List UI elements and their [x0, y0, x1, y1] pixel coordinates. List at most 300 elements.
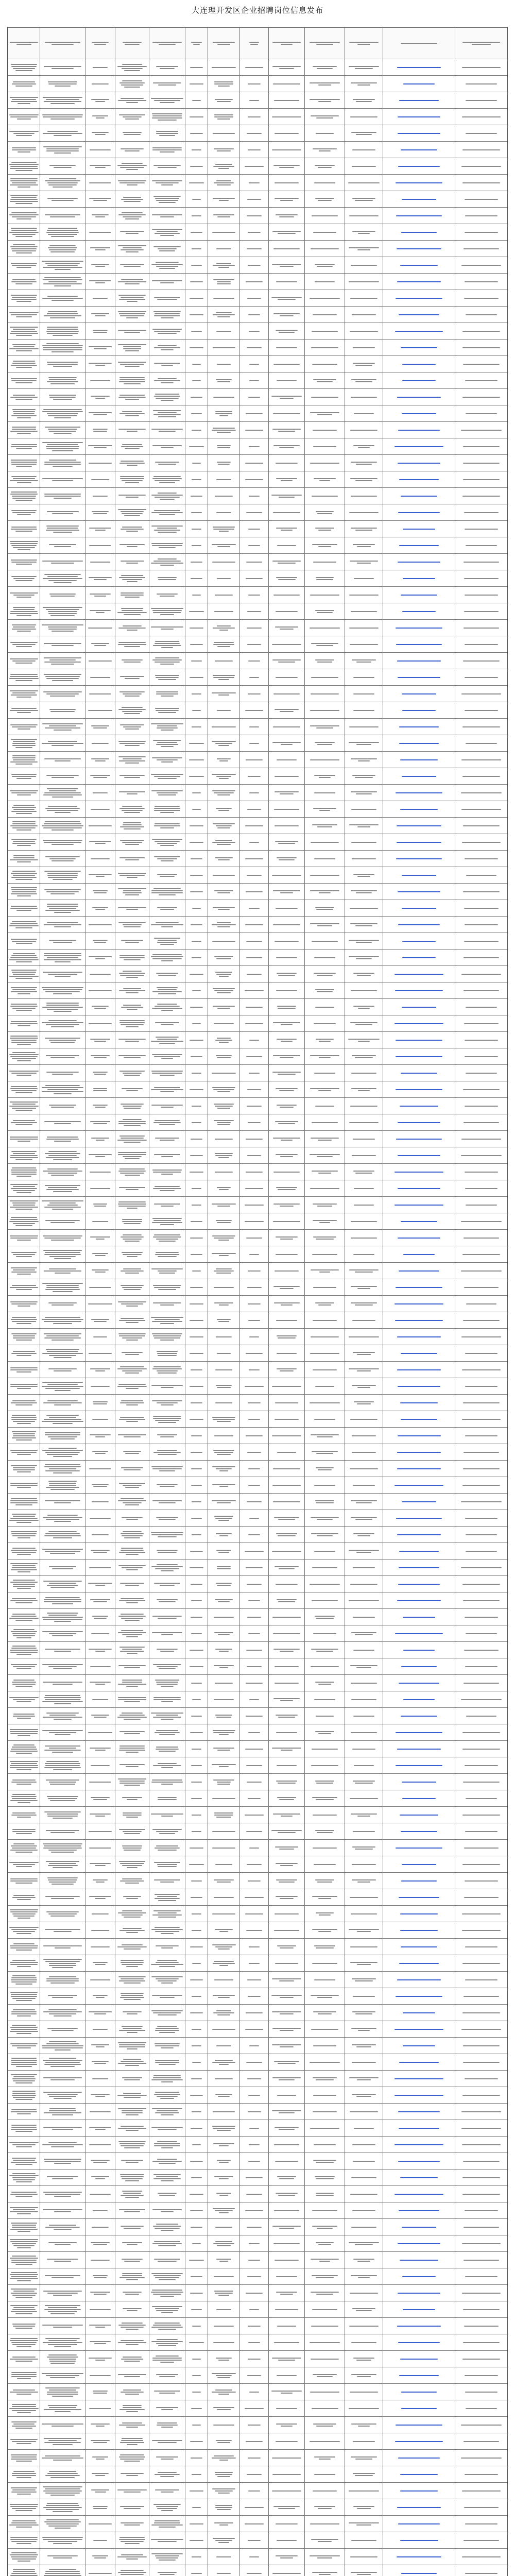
- email-cell[interactable]: [383, 768, 455, 785]
- email-cell[interactable]: [383, 818, 455, 834]
- table-cell: [208, 1873, 240, 1889]
- email-cell[interactable]: [383, 1494, 455, 1510]
- table-cell: [455, 455, 508, 471]
- email-cell[interactable]: [383, 554, 455, 570]
- email-cell[interactable]: [383, 1840, 455, 1856]
- email-cell[interactable]: [383, 142, 455, 158]
- email-cell[interactable]: [383, 2170, 455, 2186]
- table-cell: [269, 1444, 305, 1461]
- table-cell: [240, 1972, 269, 1988]
- table-cell: [149, 1246, 185, 1263]
- email-cell[interactable]: [383, 1279, 455, 1296]
- table-cell: [240, 735, 269, 752]
- email-cell[interactable]: [383, 488, 455, 504]
- email-cell[interactable]: [383, 2219, 455, 2235]
- column-header: [455, 28, 508, 59]
- email-cell[interactable]: [383, 2351, 455, 2367]
- table-cell: [240, 785, 269, 801]
- table-cell: [115, 372, 149, 389]
- table-cell: [240, 1411, 269, 1428]
- email-cell[interactable]: [383, 1708, 455, 1724]
- email-cell[interactable]: [383, 1081, 455, 1098]
- email-cell[interactable]: [383, 785, 455, 801]
- table-cell: [240, 274, 269, 290]
- table-cell: [185, 1972, 208, 1988]
- email-cell[interactable]: [383, 1510, 455, 1527]
- email-cell[interactable]: [383, 801, 455, 818]
- table-cell: [40, 587, 85, 603]
- email-cell[interactable]: [383, 1873, 455, 1889]
- email-cell[interactable]: [383, 307, 455, 323]
- table-cell: [115, 1543, 149, 1560]
- email-cell[interactable]: [383, 1065, 455, 1081]
- email-cell[interactable]: [383, 1131, 455, 1147]
- email-cell[interactable]: [383, 1972, 455, 1988]
- email-cell[interactable]: [383, 1461, 455, 1477]
- email-cell[interactable]: [383, 257, 455, 274]
- table-cell: [115, 2268, 149, 2285]
- table-cell: [345, 1197, 383, 1213]
- email-cell[interactable]: [383, 702, 455, 719]
- table-cell: [8, 999, 40, 1015]
- email-cell[interactable]: [383, 356, 455, 372]
- table-row: [8, 752, 508, 768]
- email-cell[interactable]: [383, 1180, 455, 1197]
- email-cell[interactable]: [383, 405, 455, 422]
- table-cell: [305, 1032, 345, 1048]
- email-cell[interactable]: [383, 1197, 455, 1213]
- email-cell[interactable]: [383, 521, 455, 537]
- table-cell: [185, 142, 208, 158]
- email-cell[interactable]: [383, 1741, 455, 1757]
- email-cell[interactable]: [383, 2565, 455, 2576]
- table-cell: [115, 1131, 149, 1147]
- table-cell: [345, 109, 383, 125]
- table-cell: [115, 471, 149, 488]
- table-cell: [240, 2071, 269, 2087]
- table-cell: [240, 1114, 269, 1131]
- table-cell: [345, 274, 383, 290]
- table-cell: [269, 2235, 305, 2252]
- email-cell[interactable]: [383, 2450, 455, 2466]
- email-cell[interactable]: [383, 2417, 455, 2433]
- table-cell: [185, 1823, 208, 1840]
- table-cell: [115, 2071, 149, 2087]
- table-cell: [269, 405, 305, 422]
- email-cell[interactable]: [383, 1856, 455, 1873]
- email-cell[interactable]: [383, 340, 455, 356]
- email-cell[interactable]: [383, 92, 455, 109]
- table-cell: [455, 1048, 508, 1065]
- email-cell[interactable]: [383, 2021, 455, 2038]
- table-cell: [40, 2219, 85, 2235]
- table-cell: [208, 2433, 240, 2450]
- table-cell: [115, 2516, 149, 2532]
- email-cell[interactable]: [383, 1213, 455, 1230]
- email-cell[interactable]: [383, 224, 455, 241]
- email-cell[interactable]: [383, 2532, 455, 2549]
- email-cell[interactable]: [383, 620, 455, 636]
- table-row: [8, 768, 508, 785]
- email-cell[interactable]: [383, 1576, 455, 1592]
- email-cell[interactable]: [383, 2005, 455, 2021]
- table-cell: [149, 2466, 185, 2483]
- email-cell[interactable]: [383, 2285, 455, 2301]
- email-cell[interactable]: [383, 471, 455, 488]
- email-cell[interactable]: [383, 2054, 455, 2071]
- table-cell: [40, 224, 85, 241]
- table-cell: [208, 422, 240, 438]
- email-cell[interactable]: [383, 1114, 455, 1131]
- table-cell: [185, 603, 208, 620]
- table-cell: [8, 752, 40, 768]
- table-cell: [208, 1461, 240, 1477]
- table-cell: [40, 1494, 85, 1510]
- table-cell: [185, 1494, 208, 1510]
- table-cell: [40, 818, 85, 834]
- email-cell[interactable]: [383, 752, 455, 768]
- email-cell[interactable]: [383, 669, 455, 686]
- table-cell: [240, 1147, 269, 1164]
- table-cell: [345, 1081, 383, 1098]
- table-cell: [115, 884, 149, 900]
- email-cell[interactable]: [383, 1774, 455, 1790]
- table-cell: [345, 2549, 383, 2565]
- email-cell[interactable]: [383, 1329, 455, 1345]
- table-cell: [149, 719, 185, 735]
- email-cell[interactable]: [383, 2516, 455, 2532]
- table-cell: [149, 1625, 185, 1642]
- email-cell[interactable]: [383, 1625, 455, 1642]
- email-cell[interactable]: [383, 175, 455, 191]
- table-cell: [115, 290, 149, 307]
- column-header: [8, 28, 40, 59]
- table-cell: [149, 521, 185, 537]
- email-cell[interactable]: [383, 2071, 455, 2087]
- email-cell[interactable]: [383, 653, 455, 669]
- email-cell[interactable]: [383, 2202, 455, 2219]
- email-cell[interactable]: [383, 109, 455, 125]
- email-cell[interactable]: [383, 1675, 455, 1691]
- email-cell[interactable]: [383, 2235, 455, 2252]
- email-cell[interactable]: [383, 1048, 455, 1065]
- table-cell: [8, 2565, 40, 2576]
- email-cell[interactable]: [383, 1790, 455, 1807]
- table-cell: [305, 2021, 345, 2038]
- table-cell: [305, 504, 345, 521]
- email-cell[interactable]: [383, 438, 455, 455]
- email-cell[interactable]: [383, 933, 455, 950]
- email-cell[interactable]: [383, 323, 455, 340]
- email-cell[interactable]: [383, 2301, 455, 2318]
- table-cell: [40, 471, 85, 488]
- email-cell[interactable]: [383, 1246, 455, 1263]
- table-cell: [305, 323, 345, 340]
- email-cell[interactable]: [383, 1939, 455, 1955]
- email-cell[interactable]: [383, 504, 455, 521]
- table-cell: [8, 1856, 40, 1873]
- email-cell[interactable]: [383, 158, 455, 175]
- email-cell[interactable]: [383, 76, 455, 92]
- table-cell: [115, 2137, 149, 2153]
- email-cell[interactable]: [383, 1411, 455, 1428]
- email-cell[interactable]: [383, 851, 455, 867]
- email-cell[interactable]: [383, 1015, 455, 1032]
- email-cell[interactable]: [383, 1032, 455, 1048]
- email-cell[interactable]: [383, 884, 455, 900]
- email-cell[interactable]: [383, 950, 455, 966]
- table-cell: [305, 537, 345, 554]
- table-cell: [185, 224, 208, 241]
- email-cell[interactable]: [383, 1691, 455, 1708]
- table-cell: [240, 175, 269, 191]
- email-cell[interactable]: [383, 982, 455, 999]
- email-cell[interactable]: [383, 422, 455, 438]
- table-row: [8, 2038, 508, 2054]
- table-cell: [345, 2433, 383, 2450]
- table-cell: [8, 1658, 40, 1675]
- email-cell[interactable]: [383, 1296, 455, 1312]
- table-cell: [8, 290, 40, 307]
- email-cell[interactable]: [383, 1147, 455, 1164]
- table-cell: [305, 422, 345, 438]
- email-cell[interactable]: [383, 2400, 455, 2417]
- table-cell: [345, 2104, 383, 2120]
- table-row: [8, 340, 508, 356]
- table-row: [8, 175, 508, 191]
- email-cell[interactable]: [383, 191, 455, 208]
- table-cell: [455, 274, 508, 290]
- email-cell[interactable]: [383, 999, 455, 1015]
- table-cell: [185, 2285, 208, 2301]
- table-cell: [345, 1560, 383, 1576]
- table-cell: [269, 587, 305, 603]
- table-cell: [8, 2516, 40, 2532]
- table-row: [8, 158, 508, 175]
- email-cell[interactable]: [383, 1906, 455, 1922]
- table-cell: [85, 356, 115, 372]
- email-cell[interactable]: [383, 1098, 455, 1114]
- table-cell: [115, 2219, 149, 2235]
- table-cell: [185, 2104, 208, 2120]
- email-cell[interactable]: [383, 537, 455, 554]
- table-cell: [40, 702, 85, 719]
- table-cell: [85, 1015, 115, 1032]
- email-cell[interactable]: [383, 1642, 455, 1658]
- table-cell: [40, 2384, 85, 2400]
- column-header: [185, 28, 208, 59]
- email-cell[interactable]: [383, 2104, 455, 2120]
- table-row: [8, 1988, 508, 2005]
- table-cell: [269, 1708, 305, 1724]
- email-cell[interactable]: [383, 1757, 455, 1774]
- table-cell: [269, 1197, 305, 1213]
- email-cell[interactable]: [383, 2499, 455, 2516]
- table-cell: [8, 471, 40, 488]
- table-cell: [115, 900, 149, 917]
- column-header: [269, 28, 305, 59]
- table-cell: [40, 1625, 85, 1642]
- email-cell[interactable]: [383, 2433, 455, 2450]
- table-cell: [455, 2384, 508, 2400]
- table-cell: [208, 1906, 240, 1922]
- email-cell[interactable]: [383, 2367, 455, 2384]
- email-cell[interactable]: [383, 1592, 455, 1609]
- email-cell[interactable]: [383, 2137, 455, 2153]
- table-cell: [149, 2186, 185, 2202]
- email-cell[interactable]: [383, 2186, 455, 2202]
- table-cell: [85, 950, 115, 966]
- table-cell: [240, 1444, 269, 1461]
- table-cell: [455, 2268, 508, 2285]
- email-cell[interactable]: [383, 2318, 455, 2334]
- email-cell[interactable]: [383, 2252, 455, 2268]
- email-cell[interactable]: [383, 570, 455, 587]
- job-table-container[interactable]: [7, 27, 508, 2576]
- email-cell[interactable]: [383, 59, 455, 76]
- table-cell: [455, 257, 508, 274]
- email-cell[interactable]: [383, 719, 455, 735]
- email-cell[interactable]: [383, 1345, 455, 1362]
- email-cell[interactable]: [383, 372, 455, 389]
- table-cell: [115, 422, 149, 438]
- table-cell: [149, 1560, 185, 1576]
- email-cell[interactable]: [383, 2087, 455, 2104]
- email-cell[interactable]: [383, 1362, 455, 1378]
- email-cell[interactable]: [383, 1609, 455, 1625]
- email-cell[interactable]: [383, 2384, 455, 2400]
- table-cell: [85, 1329, 115, 1345]
- email-cell[interactable]: [383, 966, 455, 982]
- table-cell: [85, 1708, 115, 1724]
- table-row: [8, 587, 508, 603]
- email-cell[interactable]: [383, 1560, 455, 1576]
- table-cell: [345, 471, 383, 488]
- email-cell[interactable]: [383, 455, 455, 471]
- table-cell: [305, 2532, 345, 2549]
- table-cell: [305, 1642, 345, 1658]
- email-cell[interactable]: [383, 1444, 455, 1461]
- table-row: [8, 1527, 508, 1543]
- table-cell: [240, 1840, 269, 1856]
- email-cell[interactable]: [383, 1395, 455, 1411]
- email-cell[interactable]: [383, 1230, 455, 1246]
- email-cell[interactable]: [383, 1988, 455, 2005]
- email-cell[interactable]: [383, 603, 455, 620]
- email-cell[interactable]: [383, 2334, 455, 2351]
- email-cell[interactable]: [383, 1477, 455, 1494]
- email-cell[interactable]: [383, 2120, 455, 2137]
- email-cell[interactable]: [383, 389, 455, 405]
- email-cell[interactable]: [383, 241, 455, 257]
- table-cell: [8, 1889, 40, 1906]
- email-cell[interactable]: [383, 1955, 455, 1972]
- email-cell[interactable]: [383, 1922, 455, 1939]
- email-cell[interactable]: [383, 274, 455, 290]
- table-cell: [115, 537, 149, 554]
- table-cell: [240, 2483, 269, 2499]
- table-row: [8, 2021, 508, 2038]
- table-cell: [40, 851, 85, 867]
- email-cell[interactable]: [383, 1543, 455, 1560]
- email-cell[interactable]: [383, 125, 455, 142]
- table-cell: [115, 274, 149, 290]
- table-cell: [85, 372, 115, 389]
- table-cell: [208, 752, 240, 768]
- table-cell: [8, 1411, 40, 1428]
- table-cell: [269, 2087, 305, 2104]
- table-cell: [269, 1494, 305, 1510]
- table-cell: [208, 570, 240, 587]
- email-cell[interactable]: [383, 834, 455, 851]
- column-header: [240, 28, 269, 59]
- email-cell[interactable]: [383, 1312, 455, 1329]
- email-cell[interactable]: [383, 2153, 455, 2170]
- table-cell: [8, 2120, 40, 2137]
- table-cell: [149, 92, 185, 109]
- table-cell: [40, 323, 85, 340]
- column-header: [208, 28, 240, 59]
- email-cell[interactable]: [383, 1428, 455, 1444]
- email-cell[interactable]: [383, 1807, 455, 1823]
- table-cell: [115, 587, 149, 603]
- email-cell[interactable]: [383, 636, 455, 653]
- email-cell[interactable]: [383, 900, 455, 917]
- email-cell[interactable]: [383, 867, 455, 884]
- table-cell: [240, 1312, 269, 1329]
- table-cell: [345, 1411, 383, 1428]
- table-cell: [208, 1939, 240, 1955]
- table-cell: [455, 1510, 508, 1527]
- table-cell: [8, 1527, 40, 1543]
- email-cell[interactable]: [383, 2466, 455, 2483]
- table-cell: [149, 1609, 185, 1625]
- table-cell: [40, 834, 85, 851]
- email-cell[interactable]: [383, 2038, 455, 2054]
- table-cell: [305, 1856, 345, 1873]
- table-cell: [345, 2219, 383, 2235]
- table-cell: [8, 1180, 40, 1197]
- email-cell[interactable]: [383, 2268, 455, 2285]
- table-cell: [8, 537, 40, 554]
- email-cell[interactable]: [383, 290, 455, 307]
- email-cell[interactable]: [383, 1823, 455, 1840]
- email-cell[interactable]: [383, 1724, 455, 1741]
- table-cell: [208, 1625, 240, 1642]
- email-cell[interactable]: [383, 1527, 455, 1543]
- table-cell: [8, 158, 40, 175]
- email-cell[interactable]: [383, 1378, 455, 1395]
- email-cell[interactable]: [383, 735, 455, 752]
- table-cell: [8, 1972, 40, 1988]
- email-cell[interactable]: [383, 1263, 455, 1279]
- table-cell: [149, 2235, 185, 2252]
- email-cell[interactable]: [383, 208, 455, 224]
- email-cell[interactable]: [383, 2483, 455, 2499]
- table-cell: [149, 1790, 185, 1807]
- table-cell: [305, 1197, 345, 1213]
- email-cell[interactable]: [383, 2549, 455, 2565]
- email-cell[interactable]: [383, 686, 455, 702]
- email-cell[interactable]: [383, 1164, 455, 1180]
- table-cell: [345, 1147, 383, 1164]
- email-cell[interactable]: [383, 1658, 455, 1675]
- table-cell: [185, 620, 208, 636]
- email-cell[interactable]: [383, 917, 455, 933]
- email-cell[interactable]: [383, 587, 455, 603]
- table-row: [8, 2466, 508, 2483]
- email-cell[interactable]: [383, 1889, 455, 1906]
